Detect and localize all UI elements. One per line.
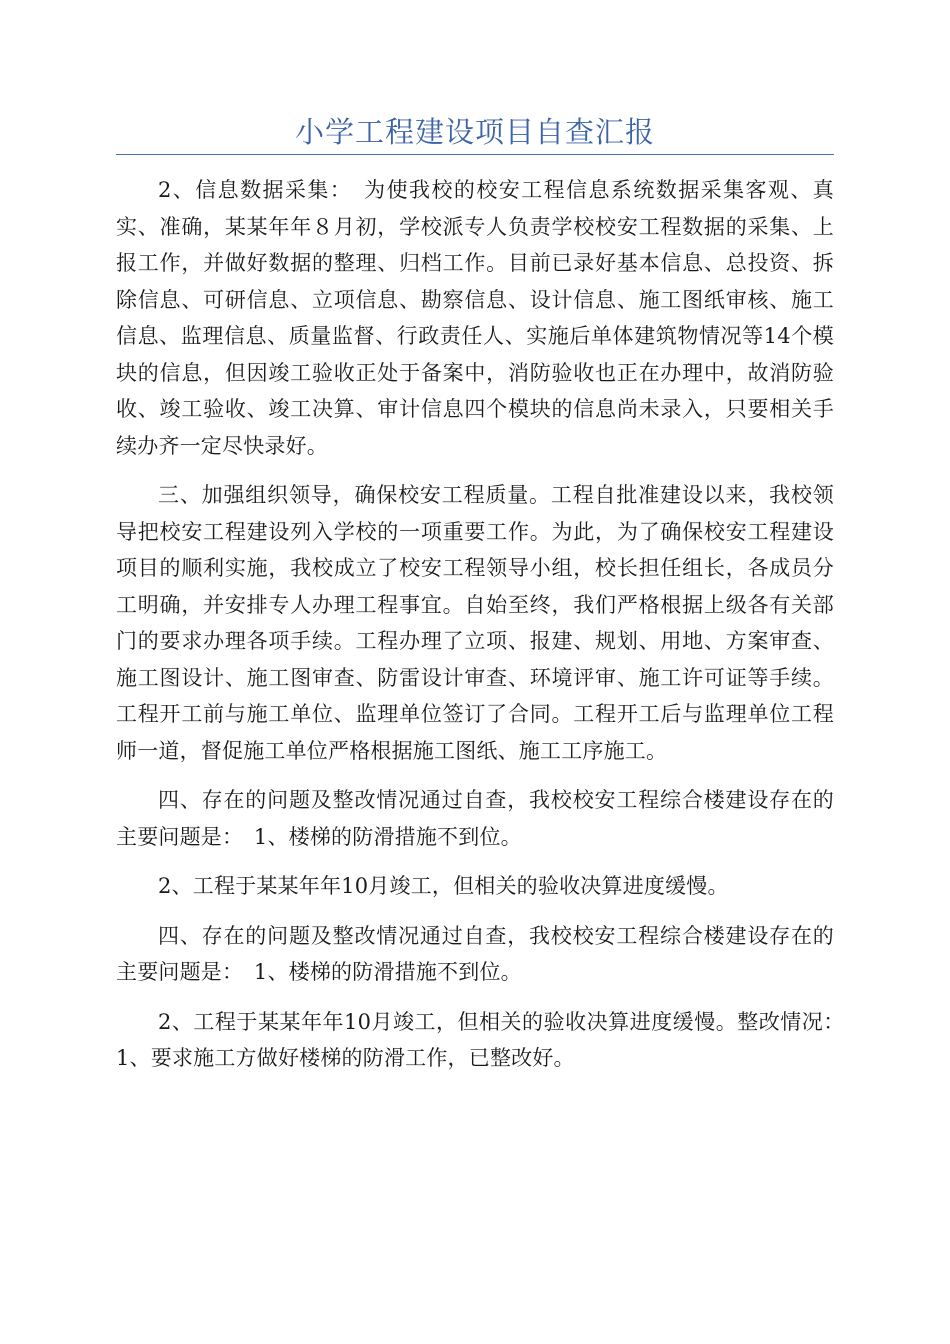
paragraph-problems-1: 四、存在的问题及整改情况通过自查，我校校安工程综合楼建设存在的主要问题是： 1、楼梯的防滑措施不到位。: [116, 788, 834, 849]
paragraph-organization-leadership: 三、加强组织领导，确保校安工程质量。工程自批准建设以来，我校领导把校安工程建设列入学校的一项重要工作。为此，为了确保校安工程建设项目的顺利实施，我校成立了校安工程领导小组，校长担任组长，各成员分工明确，并安排专人办理工程事宜。自始至终，我们严格根据上级各有关部门的要求办理各项手续。工程办理了立项、报建、规划、用地、方案审查、施工图设计、施工图审查、防雷设计审查、环境评审、施工许可证等手续。工程开工前与施工单位、监理单位签订了合同。工程开工后与监理单位工程师一道，督促施工单位严格根据施工图纸、施工工序施工。: [116, 483, 834, 763]
document-body: [116, 172, 856, 1090]
paragraph-problems-2: 四、存在的问题及整改情况通过自查，我校校安工程综合楼建设存在的主要问题是： 1、楼梯的防滑措施不到位。: [116, 923, 834, 984]
title-underline: [116, 154, 834, 155]
paragraph-completion-1: 2、工程于某某年年10月竣工，但相关的验收决算进度缓慢。: [158, 874, 729, 898]
document-title: 小学工程建设项目自查汇报: [294, 115, 655, 149]
paragraph-data-collection: 2、信息数据采集： 为使我校的校安工程信息系统数据采集客观、真实、准确，某某年年８月初，学校派专人负责学校校安工程数据的采集、上报工作，并做好数据的整理、归档工作。目前已录好基本信息、总投资、拆除信息、可研信息、立项信息、勘察信息、设计信息、施工图纸审核、施工信息、监理信息、质量监督、行政责任人、实施后单体建筑物情况等14个模块的信息，但因竣工验收正处于备案中，消防验收也正在办理中，故消防验收、竣工验收、竣工决算、审计信息四个模块的信息尚未录入，只要相关手续办齐一定尽快录好。: [116, 178, 834, 458]
paragraph-rectification: 2、工程于某某年年10月竣工，但相关的验收决算进度缓慢。整改情况： 1、要求施工方做好楼梯的防滑工作，已整改好。: [116, 1009, 856, 1070]
